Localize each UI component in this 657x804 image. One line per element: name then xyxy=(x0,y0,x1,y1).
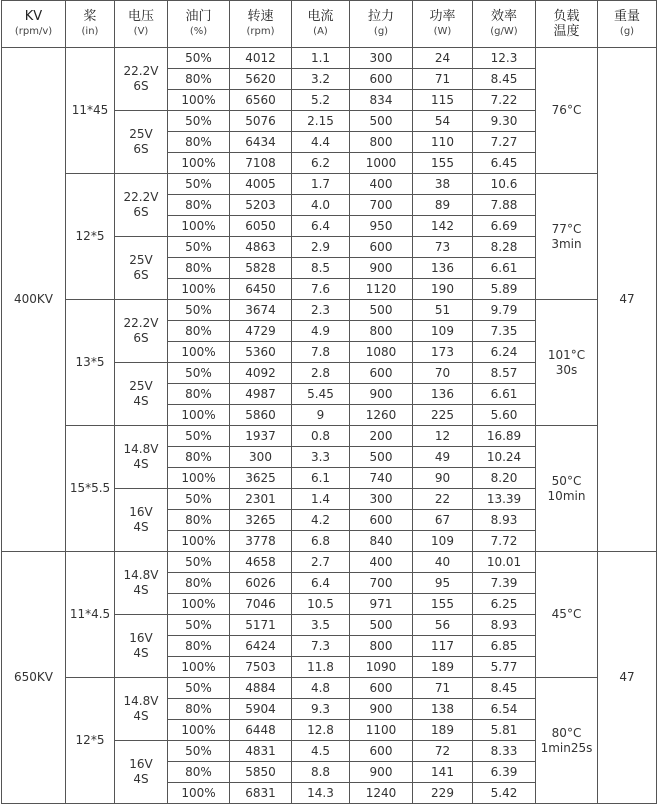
efficiency-cell: 6.54 xyxy=(473,699,536,720)
power-cell: 22 xyxy=(413,489,473,510)
power-cell: 109 xyxy=(413,321,473,342)
current-cell: 9.3 xyxy=(292,699,350,720)
power-cell: 225 xyxy=(413,405,473,426)
header-power-label: 功率 xyxy=(429,9,456,24)
throttle-cell: 100% xyxy=(168,657,230,678)
current-cell: 2.7 xyxy=(292,552,350,573)
current-cell: 3.3 xyxy=(292,447,350,468)
prop-cell: 12*5 xyxy=(66,174,115,300)
rpm-cell: 6448 xyxy=(230,720,292,741)
thrust-cell: 1260 xyxy=(350,405,413,426)
current-cell: 4.8 xyxy=(292,678,350,699)
voltage-cell: 14.8V 4S xyxy=(115,552,168,615)
throttle-cell: 100% xyxy=(168,216,230,237)
rpm-cell: 4863 xyxy=(230,237,292,258)
throttle-cell: 50% xyxy=(168,300,230,321)
header-rpm-unit: (rpm) xyxy=(246,26,275,37)
efficiency-cell: 5.60 xyxy=(473,405,536,426)
current-cell: 4.9 xyxy=(292,321,350,342)
power-cell: 12 xyxy=(413,426,473,447)
table-row xyxy=(2,552,657,573)
throttle-cell: 50% xyxy=(168,111,230,132)
header-kv-label: KV xyxy=(24,9,43,24)
power-cell: 136 xyxy=(413,258,473,279)
power-cell: 117 xyxy=(413,636,473,657)
thrust-cell: 700 xyxy=(350,195,413,216)
power-cell: 138 xyxy=(413,699,473,720)
thrust-cell: 800 xyxy=(350,636,413,657)
voltage-cell: 25V 6S xyxy=(115,237,168,300)
current-cell: 14.3 xyxy=(292,783,350,804)
efficiency-cell: 6.39 xyxy=(473,762,536,783)
rpm-cell: 3778 xyxy=(230,531,292,552)
rpm-cell: 5904 xyxy=(230,699,292,720)
header-weight-unit: (g) xyxy=(619,26,635,37)
thrust-cell: 500 xyxy=(350,615,413,636)
power-cell: 71 xyxy=(413,69,473,90)
efficiency-cell: 7.39 xyxy=(473,573,536,594)
header-throttle xyxy=(168,1,230,48)
current-cell: 3.5 xyxy=(292,615,350,636)
current-cell: 1.4 xyxy=(292,489,350,510)
current-cell: 0.8 xyxy=(292,426,350,447)
load-temp-cell: 76°C xyxy=(536,48,598,174)
efficiency-cell: 8.28 xyxy=(473,237,536,258)
thrust-cell: 900 xyxy=(350,384,413,405)
load-temp-cell: 77°C 3min xyxy=(536,174,598,300)
rpm-cell: 6424 xyxy=(230,636,292,657)
rpm-cell: 4729 xyxy=(230,321,292,342)
throttle-cell: 100% xyxy=(168,783,230,804)
current-cell: 3.2 xyxy=(292,69,350,90)
thrust-cell: 900 xyxy=(350,762,413,783)
efficiency-cell: 6.85 xyxy=(473,636,536,657)
throttle-cell: 100% xyxy=(168,342,230,363)
rpm-cell: 7503 xyxy=(230,657,292,678)
throttle-cell: 50% xyxy=(168,174,230,195)
throttle-cell: 50% xyxy=(168,678,230,699)
throttle-cell: 80% xyxy=(168,258,230,279)
efficiency-cell: 8.33 xyxy=(473,741,536,762)
rpm-cell: 6560 xyxy=(230,90,292,111)
throttle-cell: 100% xyxy=(168,594,230,615)
throttle-cell: 50% xyxy=(168,48,230,69)
throttle-cell: 50% xyxy=(168,489,230,510)
power-cell: 70 xyxy=(413,363,473,384)
header-efficiency-label: 效率 xyxy=(490,9,517,24)
thrust-cell: 600 xyxy=(350,363,413,384)
throttle-cell: 100% xyxy=(168,405,230,426)
efficiency-cell: 9.30 xyxy=(473,111,536,132)
header-kv xyxy=(2,1,66,48)
efficiency-cell: 16.89 xyxy=(473,426,536,447)
thrust-cell: 1100 xyxy=(350,720,413,741)
rpm-cell: 3265 xyxy=(230,510,292,531)
header-row xyxy=(2,1,657,48)
load-temp-cell: 80°C 1min25s xyxy=(536,678,598,804)
load-temp-cell: 101°C 30s xyxy=(536,300,598,426)
efficiency-cell: 7.72 xyxy=(473,531,536,552)
header-voltage-label: 电压 xyxy=(127,9,154,24)
efficiency-cell: 6.45 xyxy=(473,153,536,174)
rpm-cell: 3674 xyxy=(230,300,292,321)
header-prop-label: 桨 xyxy=(83,9,97,24)
efficiency-cell: 12.3 xyxy=(473,48,536,69)
current-cell: 6.4 xyxy=(292,216,350,237)
efficiency-cell: 8.93 xyxy=(473,615,536,636)
power-cell: 71 xyxy=(413,678,473,699)
thrust-cell: 300 xyxy=(350,489,413,510)
efficiency-cell: 5.42 xyxy=(473,783,536,804)
power-cell: 67 xyxy=(413,510,473,531)
table-row xyxy=(2,48,657,69)
power-cell: 73 xyxy=(413,237,473,258)
efficiency-cell: 8.20 xyxy=(473,468,536,489)
thrust-cell: 800 xyxy=(350,321,413,342)
throttle-cell: 80% xyxy=(168,384,230,405)
voltage-cell: 22.2V 6S xyxy=(115,174,168,237)
power-cell: 142 xyxy=(413,216,473,237)
voltage-cell: 22.2V 6S xyxy=(115,48,168,111)
throttle-cell: 80% xyxy=(168,510,230,531)
power-cell: 51 xyxy=(413,300,473,321)
current-cell: 6.2 xyxy=(292,153,350,174)
current-cell: 4.5 xyxy=(292,741,350,762)
voltage-cell: 16V 4S xyxy=(115,741,168,804)
prop-cell: 15*5.5 xyxy=(66,426,115,552)
prop-cell: 11*45 xyxy=(66,48,115,174)
thrust-cell: 600 xyxy=(350,510,413,531)
header-throttle-label: 油门 xyxy=(185,9,212,24)
header-load-temp xyxy=(536,1,598,48)
thrust-cell: 400 xyxy=(350,552,413,573)
efficiency-cell: 7.35 xyxy=(473,321,536,342)
current-cell: 4.2 xyxy=(292,510,350,531)
efficiency-cell: 6.61 xyxy=(473,384,536,405)
current-cell: 12.8 xyxy=(292,720,350,741)
efficiency-cell: 7.88 xyxy=(473,195,536,216)
thrust-cell: 740 xyxy=(350,468,413,489)
efficiency-cell: 10.24 xyxy=(473,447,536,468)
throttle-cell: 100% xyxy=(168,90,230,111)
thrust-cell: 700 xyxy=(350,573,413,594)
header-weight-label: 重量 xyxy=(613,9,640,24)
power-cell: 115 xyxy=(413,90,473,111)
throttle-cell: 100% xyxy=(168,153,230,174)
header-current-label: 电流 xyxy=(307,9,334,24)
throttle-cell: 80% xyxy=(168,132,230,153)
power-cell: 89 xyxy=(413,195,473,216)
kv-cell: 400KV xyxy=(2,48,66,552)
current-cell: 2.9 xyxy=(292,237,350,258)
power-cell: 56 xyxy=(413,615,473,636)
efficiency-cell: 5.89 xyxy=(473,279,536,300)
current-cell: 2.8 xyxy=(292,363,350,384)
rpm-cell: 5360 xyxy=(230,342,292,363)
efficiency-cell: 10.01 xyxy=(473,552,536,573)
header-rpm xyxy=(230,1,292,48)
efficiency-cell: 10.6 xyxy=(473,174,536,195)
power-cell: 173 xyxy=(413,342,473,363)
efficiency-cell: 6.25 xyxy=(473,594,536,615)
efficiency-cell: 6.24 xyxy=(473,342,536,363)
current-cell: 1.1 xyxy=(292,48,350,69)
header-voltage xyxy=(115,1,168,48)
thrust-cell: 600 xyxy=(350,678,413,699)
throttle-cell: 80% xyxy=(168,699,230,720)
throttle-cell: 80% xyxy=(168,636,230,657)
rpm-cell: 4092 xyxy=(230,363,292,384)
efficiency-cell: 7.27 xyxy=(473,132,536,153)
efficiency-cell: 8.93 xyxy=(473,510,536,531)
table-row xyxy=(2,174,657,195)
rpm-cell: 6050 xyxy=(230,216,292,237)
rpm-cell: 4658 xyxy=(230,552,292,573)
efficiency-cell: 13.39 xyxy=(473,489,536,510)
voltage-cell: 16V 4S xyxy=(115,615,168,678)
table-row xyxy=(2,678,657,699)
prop-cell: 12*5 xyxy=(66,678,115,804)
power-cell: 38 xyxy=(413,174,473,195)
header-throttle-unit: (%) xyxy=(189,26,208,37)
power-cell: 155 xyxy=(413,153,473,174)
rpm-cell: 300 xyxy=(230,447,292,468)
weight-cell: 47 xyxy=(598,552,657,804)
current-cell: 6.1 xyxy=(292,468,350,489)
current-cell: 7.6 xyxy=(292,279,350,300)
rpm-cell: 5203 xyxy=(230,195,292,216)
rpm-cell: 7108 xyxy=(230,153,292,174)
rpm-cell: 4005 xyxy=(230,174,292,195)
power-cell: 40 xyxy=(413,552,473,573)
header-thrust xyxy=(350,1,413,48)
efficiency-cell: 8.57 xyxy=(473,363,536,384)
thrust-cell: 900 xyxy=(350,699,413,720)
efficiency-cell: 6.69 xyxy=(473,216,536,237)
efficiency-cell: 6.61 xyxy=(473,258,536,279)
power-cell: 189 xyxy=(413,657,473,678)
rpm-cell: 5076 xyxy=(230,111,292,132)
throttle-cell: 100% xyxy=(168,531,230,552)
current-cell: 7.8 xyxy=(292,342,350,363)
current-cell: 2.15 xyxy=(292,111,350,132)
thrust-cell: 600 xyxy=(350,237,413,258)
thrust-cell: 840 xyxy=(350,531,413,552)
rpm-cell: 6026 xyxy=(230,573,292,594)
throttle-cell: 80% xyxy=(168,762,230,783)
rpm-cell: 7046 xyxy=(230,594,292,615)
throttle-cell: 50% xyxy=(168,552,230,573)
power-cell: 95 xyxy=(413,573,473,594)
efficiency-cell: 8.45 xyxy=(473,678,536,699)
rpm-cell: 5860 xyxy=(230,405,292,426)
throttle-cell: 50% xyxy=(168,426,230,447)
header-rpm-label: 转速 xyxy=(247,9,274,24)
throttle-cell: 100% xyxy=(168,279,230,300)
weight-cell: 47 xyxy=(598,48,657,552)
power-cell: 229 xyxy=(413,783,473,804)
current-cell: 5.2 xyxy=(292,90,350,111)
header-current xyxy=(292,1,350,48)
rpm-cell: 6831 xyxy=(230,783,292,804)
power-cell: 189 xyxy=(413,720,473,741)
efficiency-cell: 5.77 xyxy=(473,657,536,678)
rpm-cell: 5850 xyxy=(230,762,292,783)
power-cell: 72 xyxy=(413,741,473,762)
efficiency-cell: 5.81 xyxy=(473,720,536,741)
header-thrust-label: 拉力 xyxy=(367,9,394,24)
throttle-cell: 100% xyxy=(168,468,230,489)
thrust-cell: 500 xyxy=(350,111,413,132)
power-cell: 136 xyxy=(413,384,473,405)
efficiency-cell: 8.45 xyxy=(473,69,536,90)
current-cell: 10.5 xyxy=(292,594,350,615)
voltage-cell: 25V 4S xyxy=(115,363,168,426)
header-load-temp-label: 负载 温度 xyxy=(553,9,580,39)
prop-cell: 11*4.5 xyxy=(66,552,115,678)
rpm-cell: 5171 xyxy=(230,615,292,636)
thrust-cell: 200 xyxy=(350,426,413,447)
rpm-cell: 4012 xyxy=(230,48,292,69)
header-prop xyxy=(66,1,115,48)
throttle-cell: 50% xyxy=(168,363,230,384)
power-cell: 24 xyxy=(413,48,473,69)
thrust-cell: 1090 xyxy=(350,657,413,678)
header-efficiency xyxy=(473,1,536,48)
motor-spec-table xyxy=(1,0,657,804)
rpm-cell: 3625 xyxy=(230,468,292,489)
header-power-unit: (W) xyxy=(433,26,452,37)
thrust-cell: 600 xyxy=(350,69,413,90)
power-cell: 141 xyxy=(413,762,473,783)
rpm-cell: 2301 xyxy=(230,489,292,510)
table-row xyxy=(2,426,657,447)
header-weight xyxy=(598,1,657,48)
current-cell: 2.3 xyxy=(292,300,350,321)
current-cell: 6.4 xyxy=(292,573,350,594)
voltage-cell: 16V 4S xyxy=(115,489,168,552)
power-cell: 109 xyxy=(413,531,473,552)
header-kv-unit: (rpm/v) xyxy=(14,26,53,37)
power-cell: 54 xyxy=(413,111,473,132)
voltage-cell: 22.2V 6S xyxy=(115,300,168,363)
power-cell: 110 xyxy=(413,132,473,153)
header-current-unit: (A) xyxy=(313,26,328,37)
throttle-cell: 80% xyxy=(168,69,230,90)
thrust-cell: 1000 xyxy=(350,153,413,174)
header-efficiency-unit: (g/W) xyxy=(490,26,518,37)
throttle-cell: 80% xyxy=(168,321,230,342)
thrust-cell: 950 xyxy=(350,216,413,237)
current-cell: 4.4 xyxy=(292,132,350,153)
table-row xyxy=(2,300,657,321)
thrust-cell: 300 xyxy=(350,48,413,69)
power-cell: 49 xyxy=(413,447,473,468)
throttle-cell: 80% xyxy=(168,447,230,468)
header-power xyxy=(413,1,473,48)
throttle-cell: 50% xyxy=(168,615,230,636)
power-cell: 90 xyxy=(413,468,473,489)
current-cell: 8.8 xyxy=(292,762,350,783)
table-header xyxy=(2,1,657,48)
rpm-cell: 6450 xyxy=(230,279,292,300)
load-temp-cell: 50°C 10min xyxy=(536,426,598,552)
rpm-cell: 4831 xyxy=(230,741,292,762)
table-body xyxy=(2,48,657,804)
thrust-cell: 1240 xyxy=(350,783,413,804)
current-cell: 4.0 xyxy=(292,195,350,216)
thrust-cell: 500 xyxy=(350,300,413,321)
thrust-cell: 600 xyxy=(350,741,413,762)
current-cell: 6.8 xyxy=(292,531,350,552)
power-cell: 155 xyxy=(413,594,473,615)
throttle-cell: 100% xyxy=(168,720,230,741)
prop-cell: 13*5 xyxy=(66,300,115,426)
rpm-cell: 6434 xyxy=(230,132,292,153)
current-cell: 1.7 xyxy=(292,174,350,195)
thrust-cell: 1120 xyxy=(350,279,413,300)
throttle-cell: 50% xyxy=(168,741,230,762)
rpm-cell: 5828 xyxy=(230,258,292,279)
kv-cell: 650KV xyxy=(2,552,66,804)
rpm-cell: 1937 xyxy=(230,426,292,447)
power-cell: 190 xyxy=(413,279,473,300)
thrust-cell: 500 xyxy=(350,447,413,468)
efficiency-cell: 9.79 xyxy=(473,300,536,321)
current-cell: 8.5 xyxy=(292,258,350,279)
thrust-cell: 900 xyxy=(350,258,413,279)
rpm-cell: 4987 xyxy=(230,384,292,405)
current-cell: 5.45 xyxy=(292,384,350,405)
header-thrust-unit: (g) xyxy=(373,26,389,37)
current-cell: 11.8 xyxy=(292,657,350,678)
thrust-cell: 834 xyxy=(350,90,413,111)
voltage-cell: 14.8V 4S xyxy=(115,426,168,489)
current-cell: 9 xyxy=(292,405,350,426)
rpm-cell: 4884 xyxy=(230,678,292,699)
thrust-cell: 400 xyxy=(350,174,413,195)
throttle-cell: 80% xyxy=(168,573,230,594)
voltage-cell: 25V 6S xyxy=(115,111,168,174)
voltage-cell: 14.8V 4S xyxy=(115,678,168,741)
header-voltage-unit: (V) xyxy=(133,26,149,37)
rpm-cell: 5620 xyxy=(230,69,292,90)
load-temp-cell: 45°C xyxy=(536,552,598,678)
thrust-cell: 971 xyxy=(350,594,413,615)
header-prop-unit: (in) xyxy=(81,26,99,37)
current-cell: 7.3 xyxy=(292,636,350,657)
efficiency-cell: 7.22 xyxy=(473,90,536,111)
throttle-cell: 50% xyxy=(168,237,230,258)
throttle-cell: 80% xyxy=(168,195,230,216)
thrust-cell: 1080 xyxy=(350,342,413,363)
thrust-cell: 800 xyxy=(350,132,413,153)
